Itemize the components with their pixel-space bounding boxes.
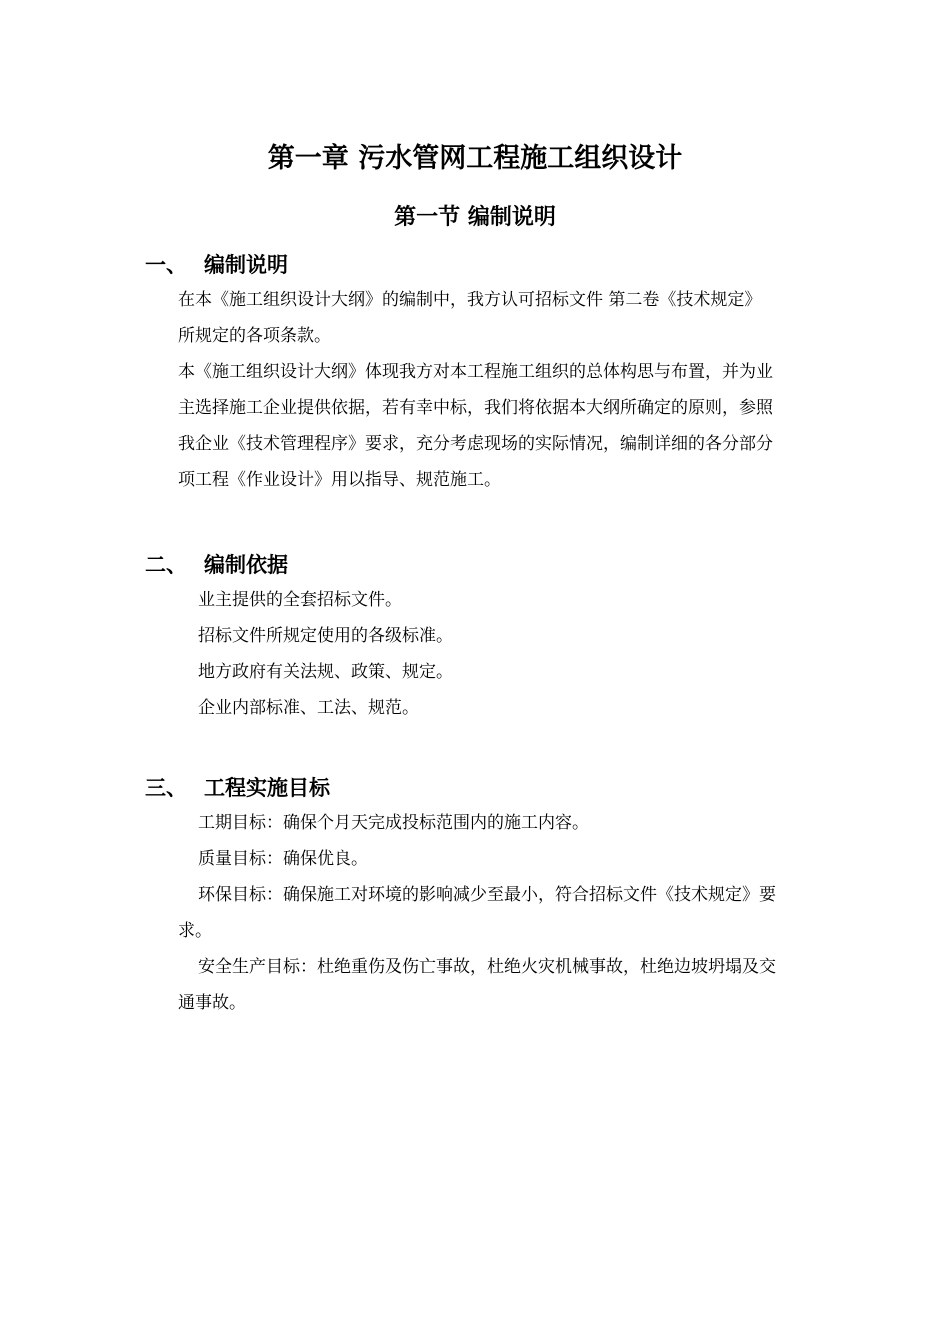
heading-1-number: 一、 [145,253,187,277]
paragraph: 在本《施工组织设计大纲》的编制中，我方认可招标文件 第二卷《技术规定》所规定的各项条款。 [178,290,762,346]
chapter-title: 第一章 污水管网工程施工组织设计 [267,143,683,174]
section-title: 第一节 编制说明 [394,205,556,230]
heading-1 [145,249,288,281]
section-3-body [178,805,776,1021]
section-1-body [178,282,773,498]
heading-2-text: 编制依据 [204,553,288,577]
paragraph: 环保目标：确保施工对环境的影响减少至最小，符合招标文件《技术规定》要求。 [178,885,776,941]
paragraph: 本《施工组织设计大纲》体现我方对本工程施工组织的总体构思与布置，并为业主选择施工企业提供依据，若有幸中标，我们将依据本大纲所确定的原则，参照我企业《技术管理程序》要求，充分考虑现场的实际情况，编制详细的各分部分项工程《作业设计》用以指导、规范施工。 [178,362,773,490]
heading-1-text: 编制说明 [204,253,288,277]
section-2-body [178,582,788,726]
list-item: 企业内部标准、工法、规范。 [198,698,419,718]
heading-2-number: 二、 [145,553,187,577]
list-item: 业主提供的全套招标文件。 [198,590,402,610]
heading-3 [145,772,330,804]
paragraph: 质量目标：确保优良。 [198,849,368,869]
heading-3-number: 三、 [145,776,187,800]
heading-3-text: 工程实施目标 [204,776,330,800]
paragraph: 安全生产目标：杜绝重伤及伤亡事故，杜绝火灾机械事故，杜绝边坡坍塌及交通事故。 [178,957,776,1013]
paragraph: 工期目标：确保个月天完成投标范围内的施工内容。 [198,813,589,833]
heading-2 [145,549,288,581]
list-item: 招标文件所规定使用的各级标准。 [198,626,453,646]
list-item: 地方政府有关法规、政策、规定。 [198,662,453,682]
